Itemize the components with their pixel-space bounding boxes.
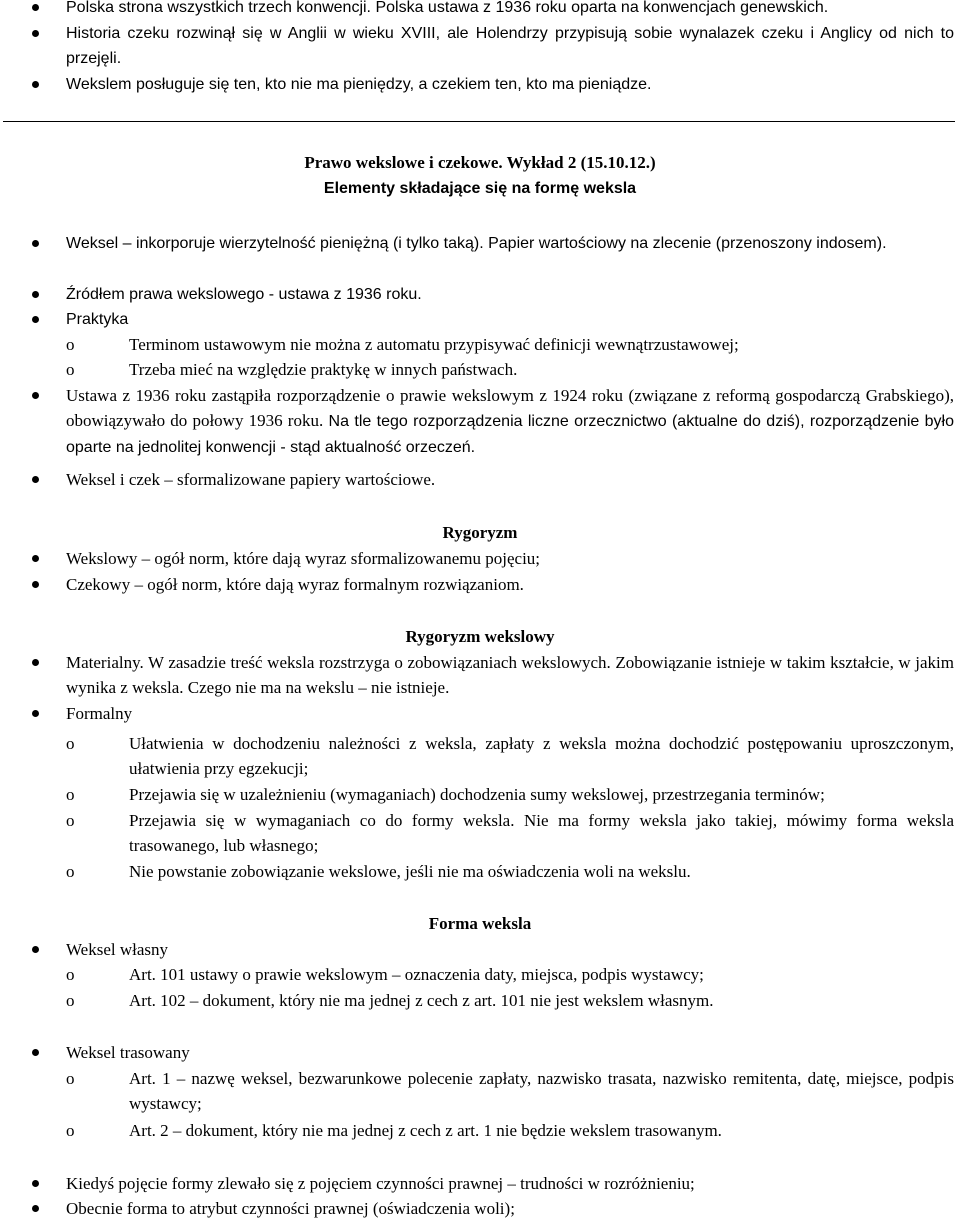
sub-bullet-marker: o [66,965,75,984]
sub-bullet-marker: o [66,991,75,1010]
lecture-bullet-3: Praktyka [66,311,129,328]
weksel-wlasny-sub-1: Art. 101 ustawy o prawie wekslowym – oznaczenia daty, miejsca, podpis wystawcy; [129,965,704,984]
bullet [32,476,39,483]
rygoryzm-wekslowy-bullet-2: Formalny [66,704,133,723]
rygoryzm-bullet-1: Wekslowy – ogół norm, które dają wyraz sformalizowanemu pojęciu; [66,549,541,568]
sub-bullet-marker: o [66,360,75,379]
weksel-wlasny: Weksel własny [66,940,169,959]
bullet [32,4,39,11]
lecture-subtitle: Elementy składające się na formę weksla [323,180,637,197]
section-heading-rygoryzm: Rygoryzm [442,523,518,542]
lecture-bullet-1: Weksel – inkorporuje wierzytelność pieniężną (i tylko taką). Papier wartościowy na zlecenie (przenoszony indosem). [66,235,887,252]
weksel-wlasny-sub-2: Art. 102 – dokument, który nie ma jednej z cech z art. 101 nie jest wekslem własnym. [129,991,714,1010]
sub-bullet-marker: o [66,785,75,804]
bullet [32,240,39,247]
lecture-title: Prawo wekslowe i czekowe. Wykład 2 (15.10.12.) [304,153,656,172]
lecture-sub-1: Terminom ustawowym nie można z automatu przypisywać definicji wewnątrzustawowej; [129,335,739,354]
lecture-sub-2: Trzeba mieć na względzie praktykę w innych państwach. [129,360,518,379]
forma-bullet-2: Obecnie forma to atrybut czynności prawnej (oświadczenia woli); [66,1199,515,1218]
formalny-sub-2: Przejawia się w uzależnieniu (wymaganiach) dochodzenia sumy wekslowej, przestrzegania terminów; [129,785,825,804]
sub-bullet-marker: o [66,811,75,830]
section-heading-rygoryzm-wekslowy: Rygoryzm wekslowy [405,627,555,646]
bullet [32,81,39,88]
bullet [32,710,39,717]
formalny-sub-4: Nie powstanie zobowiązanie wekslowe, jeśli nie ma oświadczenia woli na wekslu. [129,862,691,881]
bullet [32,659,39,666]
top-bullet-2: Historia czeku rozwinął się w Anglii w wieku XVIII, ale Holendrzy przypisują sobie wynalazek czeku i Anglicy od nich to przejęli. [66,25,954,67]
sub-bullet-marker: o [66,335,75,354]
formalny-sub-3: Przejawia się w wymaganiach co do formy weksla. Nie ma formy weksla jako takiej, mówimy forma weksla trasowanego, lub własnego; [129,811,954,855]
bullet [32,555,39,562]
top-bullet-3: Wekslem posługuje się ten, kto nie ma pieniędzy, a czekiem ten, kto ma pieniądze. [66,76,652,93]
weksel-trasowany-sub-1: Art. 1 – nazwę weksel, bezwarunkowe polecenie zapłaty, nazwisko trasata, nazwisko remitenta, datę, miejsce, podpis wystawcy; [129,1069,954,1113]
rygoryzm-bullet-2: Czekowy – ogół norm, które dają wyraz formalnym rozwiązaniom. [66,575,524,594]
lecture-bullet-4-sans: Na tle tego rozporządzenia liczne orzecznictwo (aktualne do dziś), rozporządzenie było oparte na jednolitej konwencji - stąd aktualność orzeczeń. [66,413,954,456]
lecture-bullet-4 [66,383,954,460]
bullet [32,946,39,953]
lecture-bullet-5: Weksel i czek – sformalizowane papiery wartościowe. [66,470,436,489]
sub-bullet-marker: o [66,1069,75,1088]
bullet [32,1049,39,1056]
weksel-trasowany-sub-2: Art. 2 – dokument, który nie ma jednej z cech z art. 1 nie będzie wekslem trasowanym. [129,1121,722,1140]
bullet [32,392,39,399]
bullet [32,581,39,588]
rygoryzm-wekslowy-bullet-1: Materialny. W zasadzie treść weksla rozstrzyga o zobowiązaniach wekslowych. Zobowiązanie istnieje w takim kształcie, w jakim wynika z weksla. Czego nie ma na wekslu – nie istnieje. [66,653,954,697]
top-bullet-1: Polska strona wszystkich trzech konwencji. Polska ustawa z 1936 roku oparta na konwencjach genewskich. [66,0,829,16]
sub-bullet-marker: o [66,1121,75,1140]
bullet [32,1180,39,1187]
section-heading-forma-weksla: Forma weksla [428,914,532,933]
weksel-trasowany: Weksel trasowany [66,1043,190,1062]
lecture-bullet-4-serif: Ustawa z 1936 roku zastąpiła rozporządzenie o prawie wekslowym z 1924 roku (związane z reformą gospodarczą Grabskiego), obowiązywało do połowy 1936 roku. [66,386,954,430]
formalny-sub-1: Ułatwienia w dochodzeniu należności z weksla, zapłaty z weksla można dochodzić postępowaniu uproszczonym, ułatwienia przy egzekucji; [129,734,954,778]
bullet [32,316,39,323]
bullet [32,1205,39,1212]
bullet [32,291,39,298]
forma-bullet-1: Kiedyś pojęcie formy zlewało się z pojęciem czynności prawnej – trudności w rozróżnieniu; [66,1174,695,1193]
sub-bullet-marker: o [66,734,75,753]
lecture-bullet-2: Źródłem prawa wekslowego - ustawa z 1936 roku. [66,286,422,303]
sub-bullet-marker: o [66,862,75,881]
section-divider [3,121,955,122]
bullet [32,30,39,37]
